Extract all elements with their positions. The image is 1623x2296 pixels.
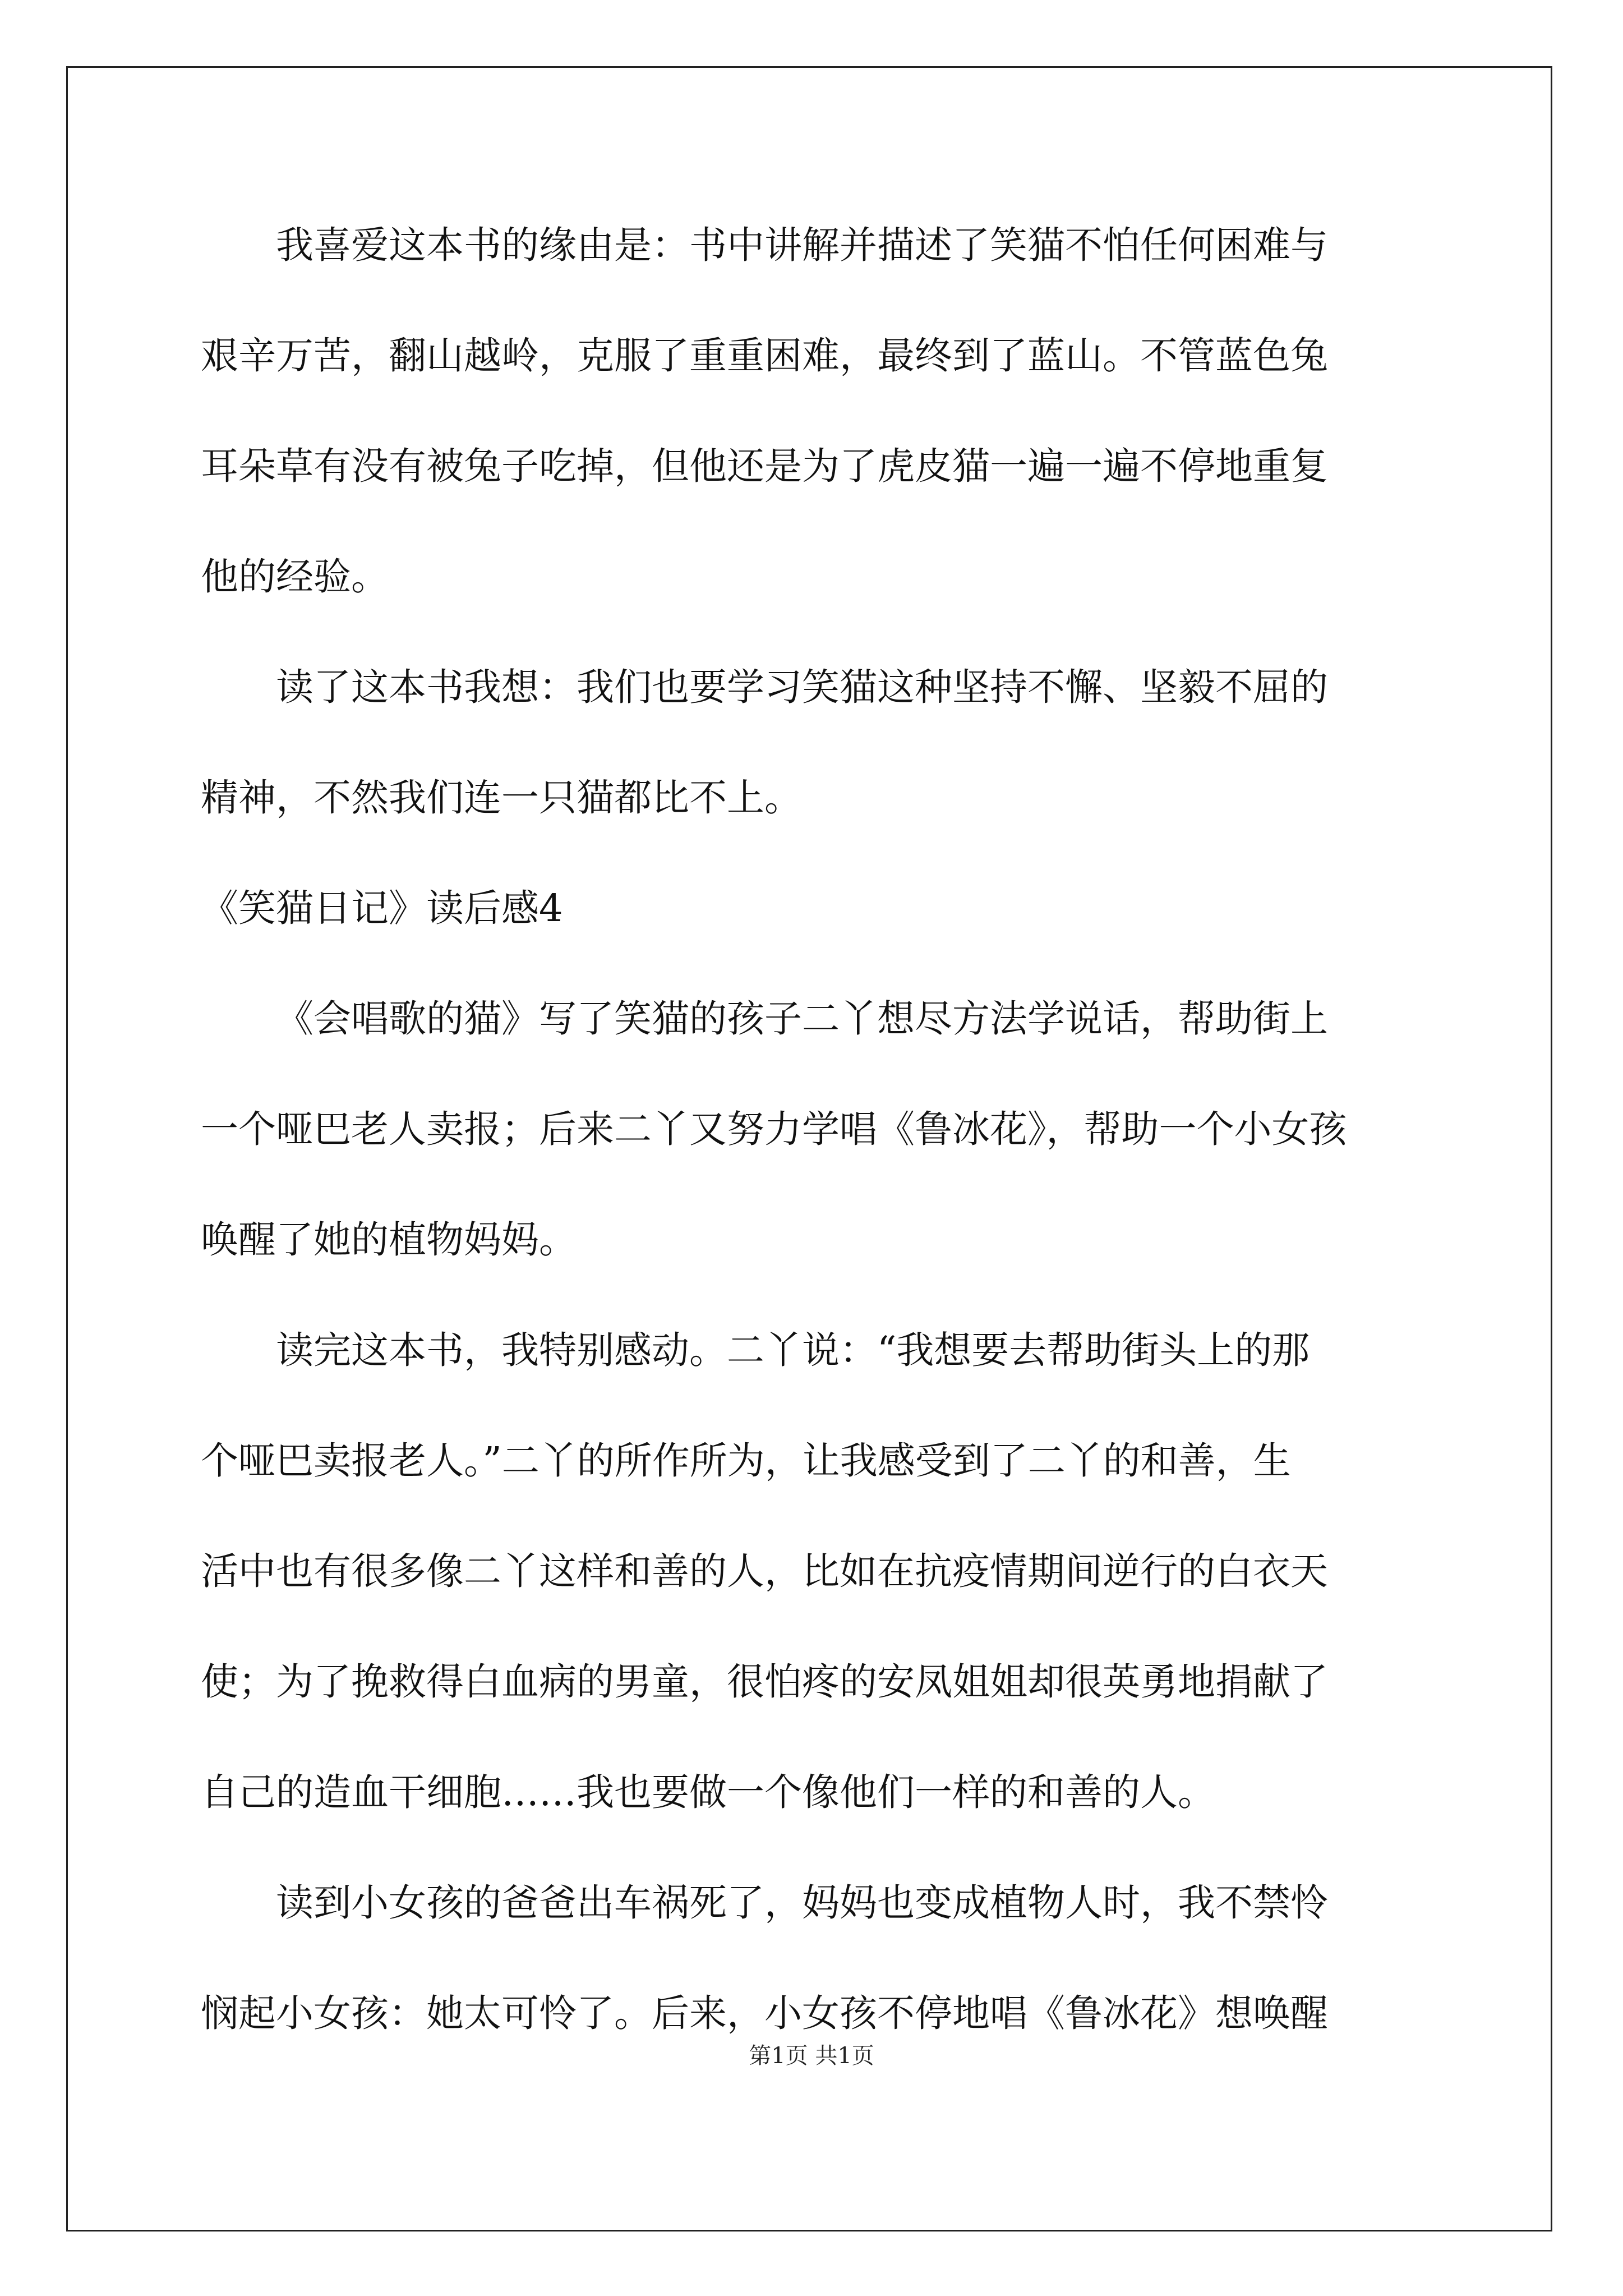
paragraph-4-line-4: 使；为了挽救得白血病的男童，很怕疼的安凤姐姐却很英勇地捐献了	[201, 1660, 1328, 1704]
paragraph-3-line-1: 《会唱歌的猫》写了笑猫的孩子二丫想尽方法学说话，帮助街上	[276, 997, 1328, 1041]
paragraph-2-line-2: 精神，不然我们连一只猫都比不上。	[201, 776, 802, 820]
page-number-footer: 第1页 共1页	[749, 2043, 874, 2069]
section-heading: 《笑猫日记》读后感4	[201, 886, 563, 930]
paragraph-1-line-2: 艰辛万苦，翻山越岭，克服了重重困难，最终到了蓝山。不管蓝色兔	[201, 334, 1328, 378]
paragraph-5-line-2: 悯起小女孩：她太可怜了。后来，小女孩不停地唱《鲁冰花》想唤醒	[201, 1991, 1328, 2035]
paragraph-3-line-2: 一个哑巴老人卖报；后来二丫又努力学唱《鲁冰花》，帮助一个小女孩	[201, 1107, 1347, 1151]
paragraph-4-line-1: 读完这本书，我特别感动。二丫说：“我想要去帮助街头上的那	[276, 1328, 1310, 1372]
paragraph-5-line-1: 读到小女孩的爸爸出车祸死了，妈妈也变成植物人时，我不禁怜	[276, 1881, 1328, 1925]
document-body	[201, 222, 1423, 2037]
paragraph-2-line-1: 读了这本书我想：我们也要学习笑猫这种坚持不懈、坚毅不屈的	[276, 665, 1328, 709]
paragraph-1-line-1: 我喜爱这本书的缘由是：书中讲解并描述了笑猫不怕任何困难与	[276, 223, 1328, 267]
paragraph-4-line-2: 个哑巴卖报老人。”二丫的所作所为，让我感受到了二丫的和善，生	[201, 1439, 1291, 1483]
paragraph-1-line-3: 耳朵草有没有被兔子吃掉，但他还是为了虎皮猫一遍一遍不停地重复	[201, 444, 1328, 488]
paragraph-4-line-3: 活中也有很多像二丫这样和善的人，比如在抗疫情期间逆行的白衣天	[201, 1549, 1328, 1593]
paragraph-1-line-4: 他的经验。	[201, 555, 389, 599]
paragraph-4-line-5: 自己的造血干细胞……我也要做一个像他们一样的和善的人。	[201, 1770, 1215, 1814]
paragraph-3-line-3: 唤醒了她的植物妈妈。	[201, 1218, 577, 1262]
